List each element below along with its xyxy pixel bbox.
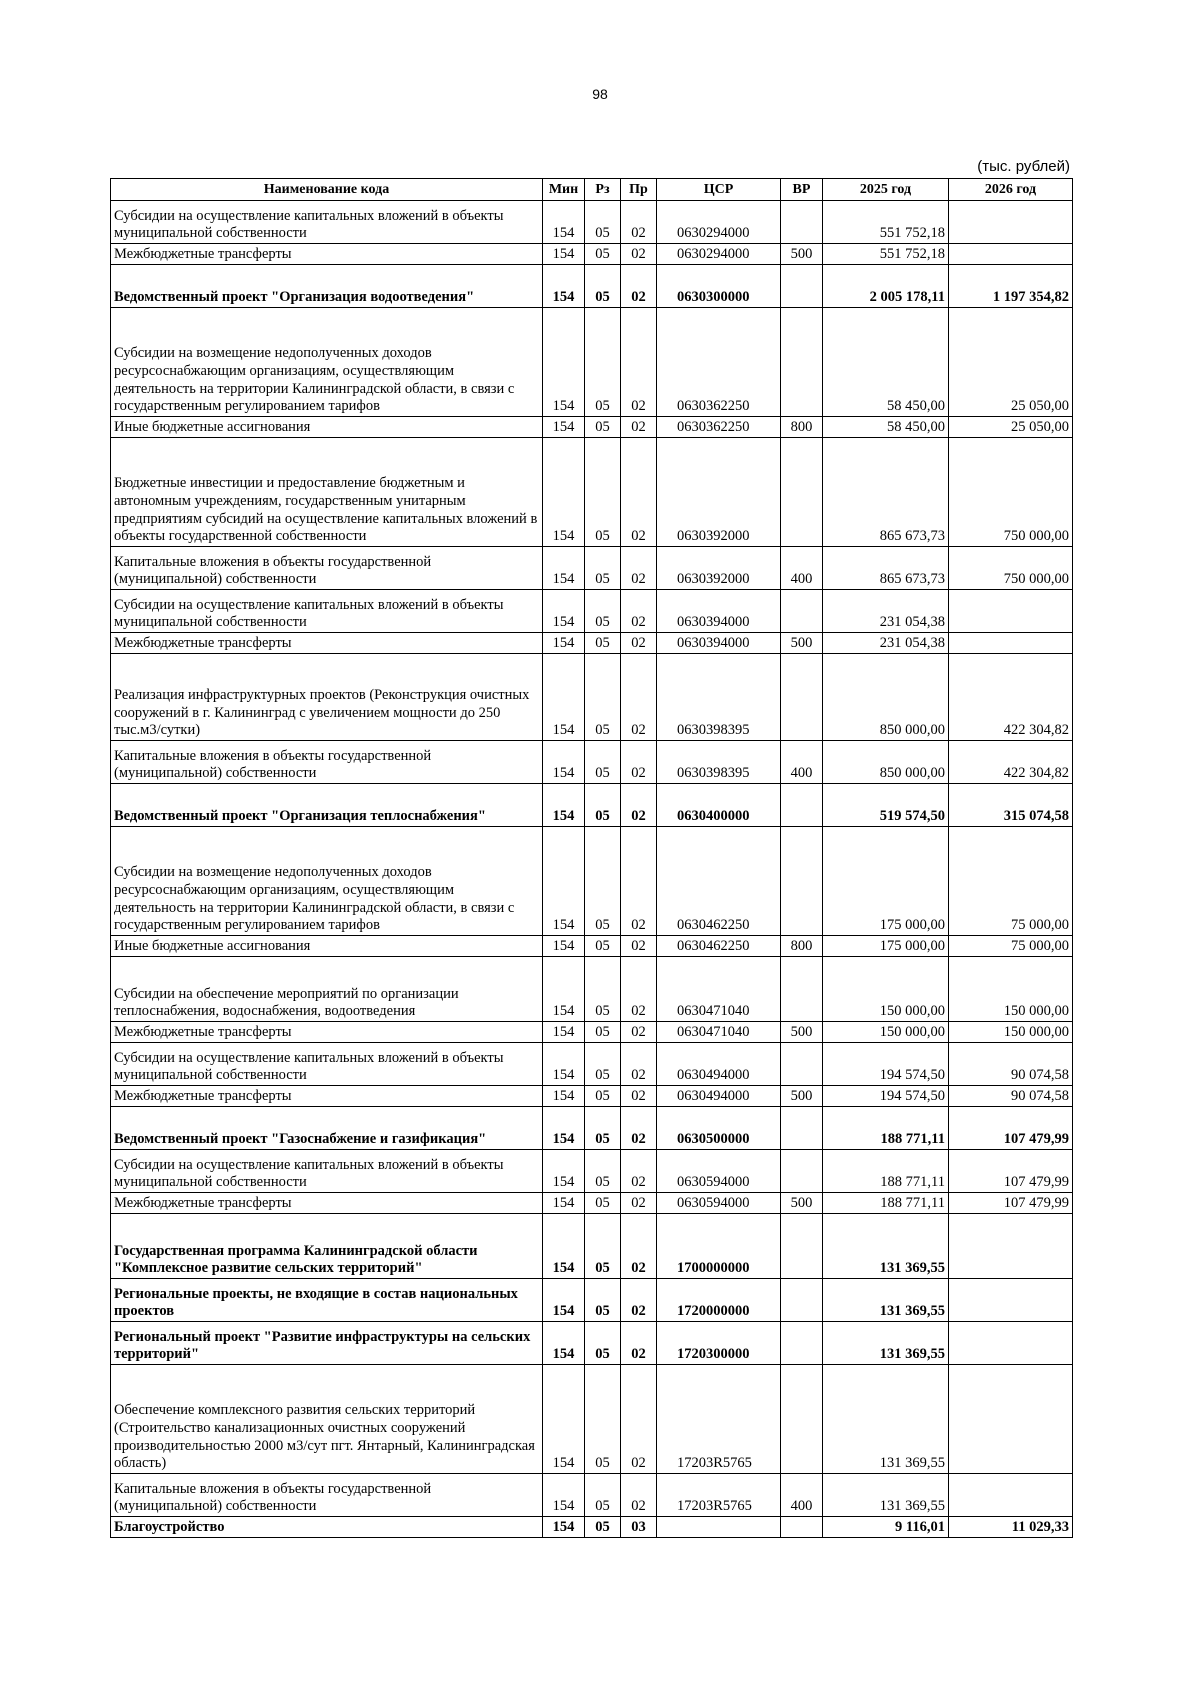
header-2026: 2026 год: [949, 179, 1073, 201]
table-row: [111, 590, 1073, 633]
cell-min: 154: [543, 1150, 585, 1193]
cell-pr: 02: [621, 957, 657, 1022]
table-header-row: [111, 179, 1073, 201]
cell-pr: 02: [621, 936, 657, 957]
cell-name: Субсидии на возмещение недополученных доходов ресурсоснабжающим организациям, осуществляющим деятельность на территории Калининградской области, в связи с государственным регулированием тарифов: [111, 827, 543, 936]
table-row: [111, 1365, 1073, 1474]
cell-vr: [781, 1365, 823, 1474]
cell-pr: 02: [621, 827, 657, 936]
cell-vr: [781, 1043, 823, 1086]
table-row: [111, 1474, 1073, 1517]
table-row: [111, 1086, 1073, 1107]
header-min: Мин: [543, 179, 585, 201]
cell-vr: [781, 1150, 823, 1193]
cell-2025: 231 054,38: [823, 590, 949, 633]
cell-2025: 131 369,55: [823, 1214, 949, 1279]
cell-rz: 05: [585, 741, 621, 784]
cell-2026: [949, 633, 1073, 654]
cell-rz: 05: [585, 1517, 621, 1538]
cell-vr: 500: [781, 244, 823, 265]
cell-2026: 107 479,99: [949, 1150, 1073, 1193]
cell-min: 154: [543, 547, 585, 590]
cell-2025: 551 752,18: [823, 201, 949, 244]
table-row: [111, 1150, 1073, 1193]
cell-csr: 0630394000: [657, 633, 781, 654]
cell-csr: 0630394000: [657, 590, 781, 633]
header-vr: ВР: [781, 179, 823, 201]
cell-2026: 422 304,82: [949, 741, 1073, 784]
header-rz: Рз: [585, 179, 621, 201]
cell-csr: 0630398395: [657, 741, 781, 784]
cell-name: Межбюджетные трансферты: [111, 633, 543, 654]
cell-name: Иные бюджетные ассигнования: [111, 936, 543, 957]
cell-vr: [781, 438, 823, 547]
cell-vr: [781, 1322, 823, 1365]
cell-2025: 150 000,00: [823, 957, 949, 1022]
cell-2025: 850 000,00: [823, 741, 949, 784]
cell-min: 154: [543, 1322, 585, 1365]
cell-rz: 05: [585, 308, 621, 417]
cell-min: 154: [543, 265, 585, 308]
cell-csr: 0630500000: [657, 1107, 781, 1150]
cell-csr: 0630400000: [657, 784, 781, 827]
table-row: [111, 654, 1073, 741]
cell-min: 154: [543, 957, 585, 1022]
cell-rz: 05: [585, 936, 621, 957]
cell-csr: [657, 1517, 781, 1538]
cell-rz: 05: [585, 547, 621, 590]
cell-2026: 107 479,99: [949, 1193, 1073, 1214]
cell-csr: 1700000000: [657, 1214, 781, 1279]
table-row: [111, 201, 1073, 244]
cell-rz: 05: [585, 1322, 621, 1365]
table-row: [111, 936, 1073, 957]
cell-vr: [781, 201, 823, 244]
cell-2026: 107 479,99: [949, 1107, 1073, 1150]
cell-csr: 0630294000: [657, 201, 781, 244]
cell-min: 154: [543, 308, 585, 417]
cell-2025: 2 005 178,11: [823, 265, 949, 308]
cell-2026: 75 000,00: [949, 827, 1073, 936]
cell-rz: 05: [585, 1474, 621, 1517]
cell-pr: 02: [621, 547, 657, 590]
table-row: [111, 1214, 1073, 1279]
cell-vr: [781, 590, 823, 633]
cell-min: 154: [543, 741, 585, 784]
table-row: [111, 265, 1073, 308]
cell-csr: 0630362250: [657, 308, 781, 417]
cell-vr: [781, 1107, 823, 1150]
cell-name: Межбюджетные трансферты: [111, 1193, 543, 1214]
cell-2026: 150 000,00: [949, 957, 1073, 1022]
cell-csr: 0630362250: [657, 417, 781, 438]
cell-vr: [781, 827, 823, 936]
cell-pr: 02: [621, 244, 657, 265]
cell-2025: 131 369,55: [823, 1322, 949, 1365]
cell-csr: 0630594000: [657, 1193, 781, 1214]
cell-rz: 05: [585, 1107, 621, 1150]
cell-csr: 0630462250: [657, 936, 781, 957]
cell-pr: 02: [621, 265, 657, 308]
cell-name: Субсидии на осуществление капитальных вложений в объекты муниципальной собственности: [111, 590, 543, 633]
cell-vr: [781, 784, 823, 827]
cell-pr: 02: [621, 1474, 657, 1517]
cell-csr: 0630494000: [657, 1043, 781, 1086]
cell-min: 154: [543, 827, 585, 936]
cell-csr: 17203R5765: [657, 1365, 781, 1474]
cell-name: Благоустройство: [111, 1517, 543, 1538]
cell-name: Капитальные вложения в объекты государственной (муниципальной) собственности: [111, 1474, 543, 1517]
cell-name: Региональный проект "Развитие инфраструктуры на сельских территорий": [111, 1322, 543, 1365]
cell-2026: [949, 1365, 1073, 1474]
cell-2026: [949, 1279, 1073, 1322]
cell-2025: 58 450,00: [823, 308, 949, 417]
cell-name: Государственная программа Калининградской области "Комплексное развитие сельских территорий": [111, 1214, 543, 1279]
cell-vr: [781, 308, 823, 417]
table-row: [111, 438, 1073, 547]
cell-min: 154: [543, 1193, 585, 1214]
cell-vr: [781, 654, 823, 741]
cell-min: 154: [543, 1107, 585, 1150]
cell-rz: 05: [585, 1193, 621, 1214]
cell-2025: 131 369,55: [823, 1474, 949, 1517]
cell-rz: 05: [585, 1214, 621, 1279]
cell-2026: 90 074,58: [949, 1086, 1073, 1107]
cell-name: Реализация инфраструктурных проектов (Реконструкция очистных сооружений в г. Калининград с увеличением мощности до 250 тыс.м3/сутки): [111, 654, 543, 741]
table-row: [111, 1193, 1073, 1214]
cell-2025: 188 771,11: [823, 1150, 949, 1193]
cell-vr: 500: [781, 633, 823, 654]
cell-csr: 17203R5765: [657, 1474, 781, 1517]
cell-name: Иные бюджетные ассигнования: [111, 417, 543, 438]
cell-vr: [781, 957, 823, 1022]
cell-rz: 05: [585, 633, 621, 654]
cell-pr: 02: [621, 1107, 657, 1150]
cell-name: Межбюджетные трансферты: [111, 1086, 543, 1107]
cell-name: Ведомственный проект "Организация теплоснабжения": [111, 784, 543, 827]
cell-min: 154: [543, 244, 585, 265]
cell-2026: [949, 244, 1073, 265]
table-row: [111, 633, 1073, 654]
cell-pr: 02: [621, 1150, 657, 1193]
cell-2026: 25 050,00: [949, 417, 1073, 438]
cell-rz: 05: [585, 957, 621, 1022]
cell-rz: 05: [585, 1043, 621, 1086]
cell-min: 154: [543, 1474, 585, 1517]
cell-pr: 02: [621, 741, 657, 784]
cell-vr: 500: [781, 1193, 823, 1214]
cell-pr: 03: [621, 1517, 657, 1538]
cell-csr: 0630471040: [657, 957, 781, 1022]
cell-2025: 231 054,38: [823, 633, 949, 654]
cell-pr: 02: [621, 417, 657, 438]
cell-pr: 02: [621, 308, 657, 417]
cell-vr: 500: [781, 1086, 823, 1107]
cell-pr: 02: [621, 1086, 657, 1107]
cell-2026: [949, 1214, 1073, 1279]
cell-vr: 800: [781, 936, 823, 957]
cell-name: Межбюджетные трансферты: [111, 1022, 543, 1043]
cell-csr: 0630300000: [657, 265, 781, 308]
cell-csr: 0630392000: [657, 547, 781, 590]
cell-2026: 422 304,82: [949, 654, 1073, 741]
cell-pr: 02: [621, 1193, 657, 1214]
cell-pr: 02: [621, 1214, 657, 1279]
cell-2026: 75 000,00: [949, 936, 1073, 957]
cell-2025: 150 000,00: [823, 1022, 949, 1043]
cell-name: Бюджетные инвестиции и предоставление бюджетным и автономным учреждениям, государственным унитарным предприятиям субсидий на осуществление капитальных вложений в объекты государственной собственности: [111, 438, 543, 547]
cell-name: Региональные проекты, не входящие в состав национальных проектов: [111, 1279, 543, 1322]
table-row: [111, 308, 1073, 417]
cell-min: 154: [543, 1517, 585, 1538]
cell-pr: 02: [621, 1022, 657, 1043]
table-row: [111, 1043, 1073, 1086]
page-number: 98: [592, 86, 608, 102]
cell-min: 154: [543, 1022, 585, 1043]
cell-csr: 0630462250: [657, 827, 781, 936]
cell-min: 154: [543, 438, 585, 547]
cell-rz: 05: [585, 201, 621, 244]
cell-2025: 850 000,00: [823, 654, 949, 741]
header-2025: 2025 год: [823, 179, 949, 201]
table-row: [111, 1517, 1073, 1538]
cell-min: 154: [543, 201, 585, 244]
cell-2025: 188 771,11: [823, 1193, 949, 1214]
cell-name: Субсидии на осуществление капитальных вложений в объекты муниципальной собственности: [111, 1043, 543, 1086]
cell-pr: 02: [621, 633, 657, 654]
cell-rz: 05: [585, 1150, 621, 1193]
cell-2025: 194 574,50: [823, 1043, 949, 1086]
cell-rz: 05: [585, 784, 621, 827]
table-row: [111, 741, 1073, 784]
cell-csr: 1720000000: [657, 1279, 781, 1322]
cell-2026: 11 029,33: [949, 1517, 1073, 1538]
table-row: [111, 1279, 1073, 1322]
cell-pr: 02: [621, 654, 657, 741]
cell-name: Капитальные вложения в объекты государственной (муниципальной) собственности: [111, 741, 543, 784]
cell-2025: 9 116,01: [823, 1517, 949, 1538]
cell-2026: [949, 1474, 1073, 1517]
cell-min: 154: [543, 936, 585, 957]
header-csr: ЦСР: [657, 179, 781, 201]
cell-2025: 865 673,73: [823, 438, 949, 547]
cell-2025: 194 574,50: [823, 1086, 949, 1107]
cell-csr: 0630471040: [657, 1022, 781, 1043]
cell-pr: 02: [621, 1043, 657, 1086]
cell-csr: 0630392000: [657, 438, 781, 547]
cell-min: 154: [543, 1365, 585, 1474]
cell-rz: 05: [585, 265, 621, 308]
cell-pr: 02: [621, 438, 657, 547]
cell-vr: 800: [781, 417, 823, 438]
cell-rz: 05: [585, 1086, 621, 1107]
cell-name: Обеспечение комплексного развития сельских территорий (Строительство канализационных очистных сооружений производительностью 2000 м3/сут пгт. Янтарный, Калининградская область): [111, 1365, 543, 1474]
cell-name: Субсидии на обеспечение мероприятий по организации теплоснабжения, водоснабжения, водоотведения: [111, 957, 543, 1022]
cell-2026: [949, 590, 1073, 633]
table-row: [111, 957, 1073, 1022]
cell-2025: 175 000,00: [823, 936, 949, 957]
cell-name: Субсидии на возмещение недополученных доходов ресурсоснабжающим организациям, осуществляющим деятельность на территории Калининградской области, в связи с государственным регулированием тарифов: [111, 308, 543, 417]
cell-rz: 05: [585, 417, 621, 438]
cell-2026: [949, 1322, 1073, 1365]
cell-vr: [781, 265, 823, 308]
cell-pr: 02: [621, 1365, 657, 1474]
table-row: [111, 1107, 1073, 1150]
cell-vr: 400: [781, 1474, 823, 1517]
cell-pr: 02: [621, 590, 657, 633]
cell-min: 154: [543, 1279, 585, 1322]
cell-csr: 0630494000: [657, 1086, 781, 1107]
cell-rz: 05: [585, 590, 621, 633]
table-row: [111, 1022, 1073, 1043]
header-name: Наименование кода: [111, 179, 543, 201]
cell-min: 154: [543, 633, 585, 654]
units-label: (тыс. рублей): [977, 158, 1070, 175]
budget-table: [110, 178, 1073, 1538]
cell-2025: 865 673,73: [823, 547, 949, 590]
cell-name: Субсидии на осуществление капитальных вложений в объекты муниципальной собственности: [111, 1150, 543, 1193]
cell-2026: 750 000,00: [949, 438, 1073, 547]
cell-min: 154: [543, 654, 585, 741]
cell-2025: 131 369,55: [823, 1279, 949, 1322]
cell-csr: 1720300000: [657, 1322, 781, 1365]
cell-vr: 500: [781, 1022, 823, 1043]
cell-vr: 400: [781, 741, 823, 784]
cell-2026: 1 197 354,82: [949, 265, 1073, 308]
cell-2025: 58 450,00: [823, 417, 949, 438]
cell-name: Капитальные вложения в объекты государственной (муниципальной) собственности: [111, 547, 543, 590]
cell-name: Субсидии на осуществление капитальных вложений в объекты муниципальной собственности: [111, 201, 543, 244]
cell-min: 154: [543, 1043, 585, 1086]
cell-pr: 02: [621, 201, 657, 244]
cell-csr: 0630398395: [657, 654, 781, 741]
cell-csr: 0630594000: [657, 1150, 781, 1193]
cell-rz: 05: [585, 438, 621, 547]
cell-2026: 150 000,00: [949, 1022, 1073, 1043]
cell-vr: 400: [781, 547, 823, 590]
cell-vr: [781, 1214, 823, 1279]
cell-min: 154: [543, 590, 585, 633]
cell-rz: 05: [585, 1365, 621, 1474]
cell-rz: 05: [585, 827, 621, 936]
cell-pr: 02: [621, 1279, 657, 1322]
cell-rz: 05: [585, 1022, 621, 1043]
cell-pr: 02: [621, 1322, 657, 1365]
table-body: [111, 201, 1073, 1538]
cell-2025: 131 369,55: [823, 1365, 949, 1474]
header-pr: Пр: [621, 179, 657, 201]
cell-min: 154: [543, 417, 585, 438]
cell-2025: 175 000,00: [823, 827, 949, 936]
cell-vr: [781, 1517, 823, 1538]
cell-2025: 188 771,11: [823, 1107, 949, 1150]
cell-pr: 02: [621, 784, 657, 827]
table-row: [111, 547, 1073, 590]
cell-min: 154: [543, 1214, 585, 1279]
table-row: [111, 784, 1073, 827]
table-row: [111, 417, 1073, 438]
cell-2026: 750 000,00: [949, 547, 1073, 590]
cell-rz: 05: [585, 244, 621, 265]
cell-rz: 05: [585, 654, 621, 741]
cell-vr: [781, 1279, 823, 1322]
table-row: [111, 827, 1073, 936]
cell-name: Ведомственный проект "Организация водоотведения": [111, 265, 543, 308]
cell-min: 154: [543, 1086, 585, 1107]
cell-rz: 05: [585, 1279, 621, 1322]
cell-2026: 315 074,58: [949, 784, 1073, 827]
cell-2026: [949, 201, 1073, 244]
cell-2026: 90 074,58: [949, 1043, 1073, 1086]
cell-csr: 0630294000: [657, 244, 781, 265]
cell-name: Межбюджетные трансферты: [111, 244, 543, 265]
cell-min: 154: [543, 784, 585, 827]
cell-2025: 519 574,50: [823, 784, 949, 827]
table-row: [111, 244, 1073, 265]
cell-2026: 25 050,00: [949, 308, 1073, 417]
cell-name: Ведомственный проект "Газоснабжение и газификация": [111, 1107, 543, 1150]
table-row: [111, 1322, 1073, 1365]
cell-2025: 551 752,18: [823, 244, 949, 265]
